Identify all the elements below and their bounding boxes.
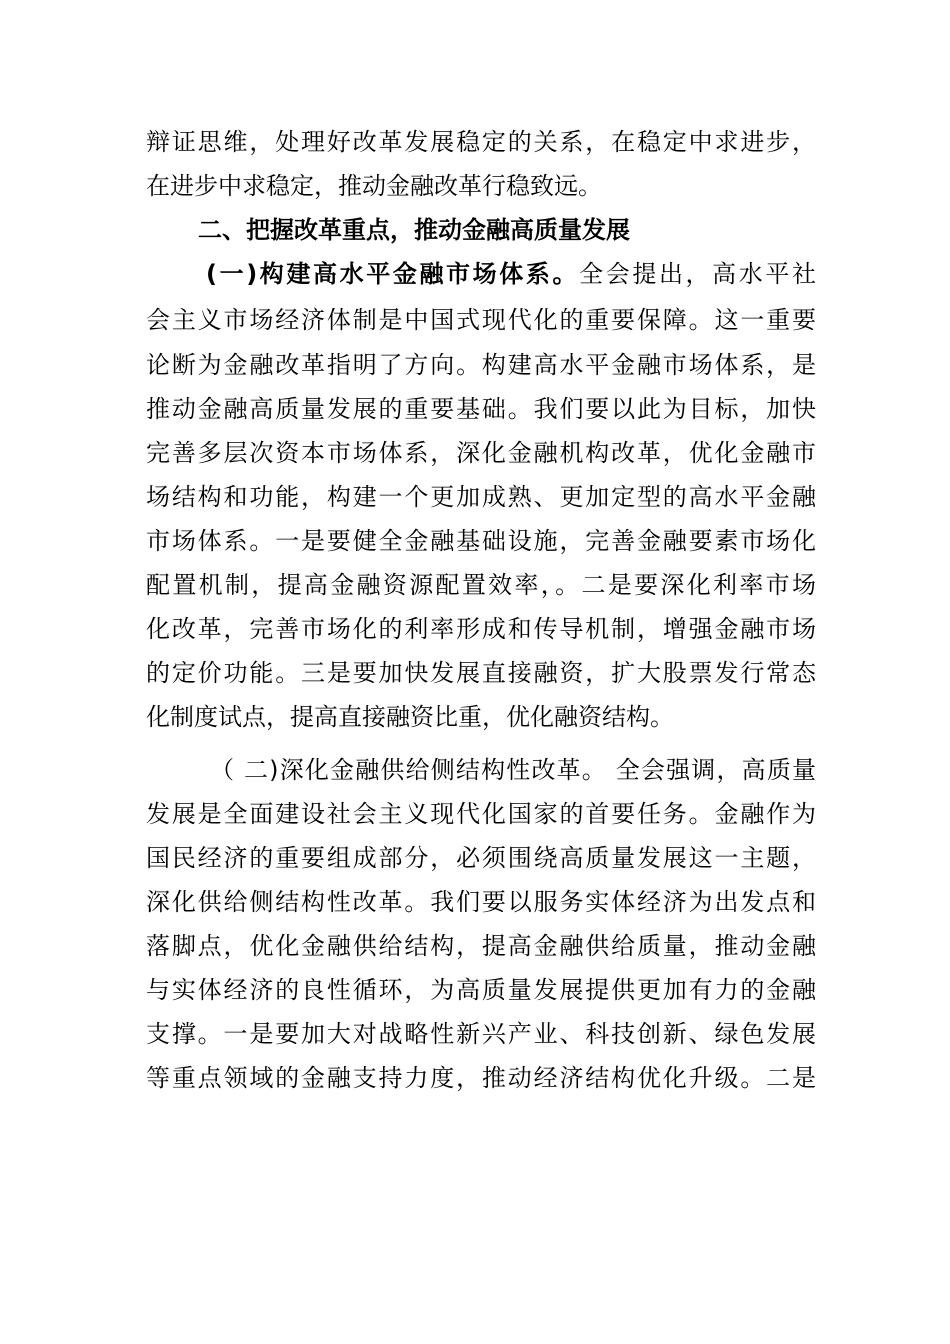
paragraph-line: 支撑。一是要加大对战略性新兴产业、科技创新、绿色发展 [146, 1020, 816, 1048]
paragraph-line: 化改革，完善市场化的利率形成和传导机制，增强金融市场 [146, 615, 816, 643]
paragraph-line: 场结构和功能，构建一个更加成熟、更加定型的高水平金融 [146, 483, 816, 511]
paragraph-line: 论断为金融改革指明了方向。构建高水平金融市场体系，是 [146, 351, 816, 379]
paragraph-line: 落脚点，优化金融供给结构，提高金融供给质量，推动金融 [146, 932, 816, 960]
paragraph-line: 发展是全面建设社会主义现代化国家的首要任务。金融作为 [146, 800, 816, 828]
paragraph-line: 辩证思维，处理好改革发展稳定的关系，在稳定中求进步， [146, 128, 816, 156]
paragraph-line: 的定价功能。三是要加快发展直接融资，扩大股票发行常态 [146, 659, 816, 687]
paragraph-line: 深化供给侧结构性改革。我们要以服务实体经济为出发点和 [146, 888, 816, 916]
paragraph-line: 等重点领域的金融支持力度，推动经济结构优化升级。二是 [146, 1064, 816, 1092]
paragraph-text: 全会提出，高水平社 [579, 260, 817, 288]
paragraph-line: 会主义市场经济体制是中国式现代化的重要保障。这一重要 [146, 306, 816, 334]
subsection-heading: (一)构建高水平金融市场体系。 [206, 260, 580, 288]
paragraph-line: 化制度试点，提高直接融资比重，优化融资结构。 [146, 703, 674, 731]
paragraph-line: 市场体系。一是要健全金融基础设施，完善金融要素市场化 [146, 527, 816, 555]
paragraph-line: 国民经济的重要组成部分，必须围绕高质量发展这一主题， [146, 844, 816, 872]
paragraph-line: 配置机制，提高金融资源配置效率，。二是要深化利率市场 [146, 571, 816, 599]
paragraph-line: 与实体经济的良性循环，为高质量发展提供更加有力的金融 [146, 976, 816, 1004]
paragraph-line: 在进步中求稳定，推动金融改革行稳致远。 [146, 172, 602, 200]
subsection-first-line [206, 252, 816, 296]
paragraph-line: 推动金融高质量发展的重要基础。我们要以此为目标，加快 [146, 395, 816, 423]
section-heading: 二、把握改革重点，推动金融高质量发展 [198, 216, 630, 244]
paragraph-line: 完善多层次资本市场体系，深化金融机构改革，优化金融市 [146, 439, 816, 467]
subsection-heading-line: （ 二)深化金融供给侧结构性改革。 全会强调，高质量 [210, 756, 816, 784]
